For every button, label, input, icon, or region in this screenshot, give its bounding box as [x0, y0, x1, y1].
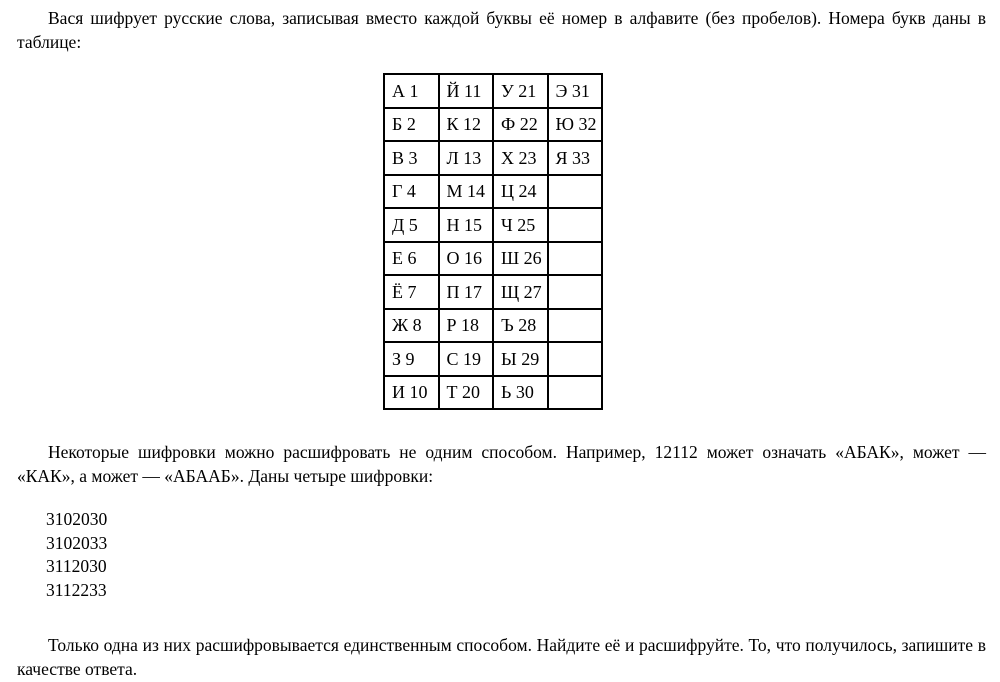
letter-code-cell: Ф 22 [493, 108, 548, 142]
letter-code-cell: Л 13 [439, 141, 494, 175]
table-row [384, 309, 602, 343]
letter-code-cell: В 3 [384, 141, 439, 175]
letter-code-cell [548, 242, 603, 276]
table-row [384, 242, 602, 276]
letter-code-cell: Н 15 [439, 208, 494, 242]
table-row [384, 108, 602, 142]
letter-code-cell: Ч 25 [493, 208, 548, 242]
table-row [384, 275, 602, 309]
intro-paragraph: Вася шифрует русские слова, записывая вместо каждой буквы её номер в алфавите (без пробелов). Номера букв даны в таблице: [17, 8, 986, 52]
letter-code-table-body [384, 74, 602, 409]
table-row [384, 175, 602, 209]
letter-code-cell: И 10 [384, 376, 439, 410]
task-paragraph: Только одна из них расшифровывается единственным способом. Найдите её и расшифруйте. То, что получилось, запишите в качестве ответа. [17, 635, 986, 679]
cipher-item: 3102030 [46, 509, 108, 529]
letter-code-cell: Г 4 [384, 175, 439, 209]
letter-code-cell [548, 342, 603, 376]
table-row [384, 342, 602, 376]
letter-code-cell: Т 20 [439, 376, 494, 410]
letter-code-cell [548, 208, 603, 242]
table-row [384, 141, 602, 175]
letter-code-cell: З 9 [384, 342, 439, 376]
letter-code-cell: П 17 [439, 275, 494, 309]
letter-code-cell: Ц 24 [493, 175, 548, 209]
letter-code-cell: М 14 [439, 175, 494, 209]
cipher-item: 3112030 [46, 556, 107, 576]
letter-code-cell: Ж 8 [384, 309, 439, 343]
letter-code-cell [548, 175, 603, 209]
letter-code-cell: У 21 [493, 74, 548, 108]
example-paragraph: Некоторые шифровки можно расшифровать не одним способом. Например, 12112 может означать «АБАК», может — «КАК», а может — «АБААБ». Даны четыре шифровки: [17, 442, 986, 486]
letter-code-cell: Ъ 28 [493, 309, 548, 343]
table-row [384, 376, 602, 410]
table-row [384, 208, 602, 242]
letter-code-cell: К 12 [439, 108, 494, 142]
letter-code-cell: Ы 29 [493, 342, 548, 376]
letter-code-cell: Й 11 [439, 74, 494, 108]
cipher-list [46, 508, 986, 602]
table-row [384, 74, 602, 108]
letter-code-cell: Б 2 [384, 108, 439, 142]
letter-code-cell: Х 23 [493, 141, 548, 175]
letter-code-table [383, 73, 603, 410]
letter-code-cell: Д 5 [384, 208, 439, 242]
letter-code-cell: Е 6 [384, 242, 439, 276]
letter-code-cell: Щ 27 [493, 275, 548, 309]
letter-code-cell: Э 31 [548, 74, 603, 108]
letter-code-cell: Ь 30 [493, 376, 548, 410]
cipher-item: 3112233 [46, 579, 107, 600]
letter-code-cell [548, 376, 603, 410]
letter-code-cell: С 19 [439, 342, 494, 376]
letter-code-cell: Ш 26 [493, 242, 548, 276]
letter-code-cell: Ю 32 [548, 108, 603, 142]
letter-code-cell: Ё 7 [384, 275, 439, 309]
letter-code-cell [548, 275, 603, 309]
letter-code-cell: Р 18 [439, 309, 494, 343]
letter-code-cell [548, 309, 603, 343]
letter-code-cell: Я 33 [548, 141, 603, 175]
letter-code-cell: А 1 [384, 74, 439, 108]
letter-code-cell: О 16 [439, 242, 494, 276]
cipher-item: 3102033 [46, 532, 108, 553]
